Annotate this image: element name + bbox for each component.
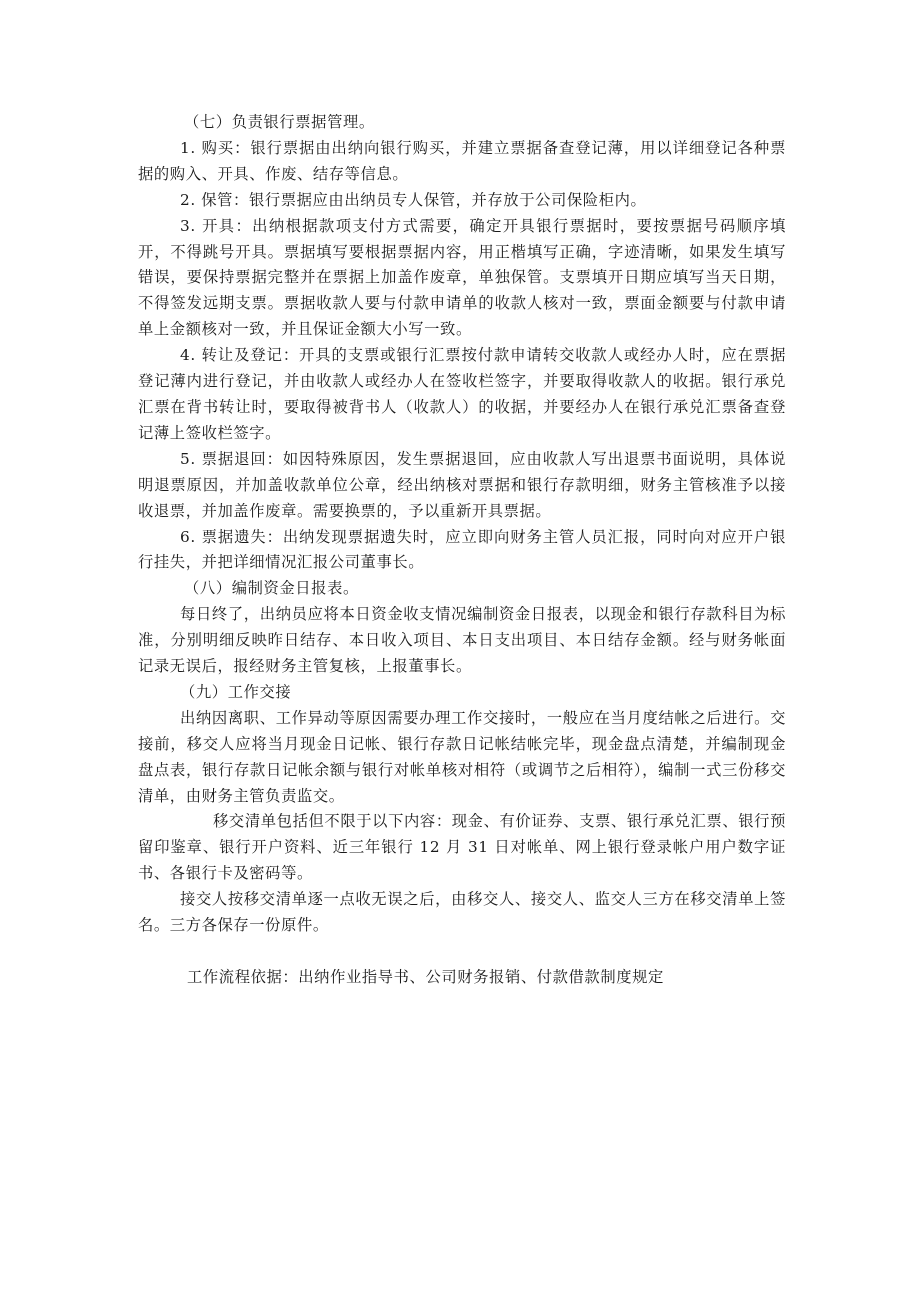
section-7-item-1: 1. 购买：银行票据由出纳向银行购买，并建立票据备查登记薄，用以详细登记各种票据的购入、开具、作废、结存等信息。 [138,138,786,183]
section-9-paragraph-1: 出纳因离职、工作异动等原因需要办理工作交接时，一般应在当月度结帐之后进行。交接前，移交人应将当月现金日记帐、银行存款日记帐结帐完毕，现金盘点清楚，并编制现金盘点表，银行存款日记帐余额与银行对帐单核对相符（或调节之后相符），编制一式三份移交清单，由财务主管负责监交。 [138,708,786,805]
section-7-item-3: 3. 开具：出纳根据款项支付方式需要，确定开具银行票据时，要按票据号码顺序填开，不得跳号开具。票据填写要根据票据内容，用正楷填写正确，字迹清晰，如果发生填写错误，要保持票据完整并在票据上加盖作废章，单独保管。支票填开日期应填写当天日期，不得签发远期支票。票据收款人要与付款申请单的收款人核对一致，票面金额要与付款申请单上金额核对一致，并且保证金额大小写一致。 [138,216,786,339]
section-8-paragraph: 每日终了，出纳员应将本日资金收支情况编制资金日报表，以现金和银行存款科目为标准，分别明细反映昨日结存、本日收入项目、本日支出项目、本日结存金额。经与财务帐面记录无误后，报经财务主管复核，上报董事长。 [138,605,786,676]
section-8-heading: （八）编制资金日报表。 [184,579,359,598]
section-7-item-2: 2. 保管：银行票据应由出纳员专人保管，并存放于公司保险柜内。 [180,190,647,209]
section-9-paragraph-3: 接交人按移交清单逐一点收无误之后，由移交人、接交人、监交人三方在移交清单上签名。三方各保存一份原件。 [138,890,786,935]
section-7-item-4: 4. 转让及登记：开具的支票或银行汇票按付款申请转交收款人或经办人时，应在票据登记薄内进行登记，并由收款人或经办人在签收栏签字，并要取得收款人的收据。银行承兑汇票在背书转让时，要取得被背书人（收款人）的收据，并要经办人在银行承兑汇票备查登记薄上签收栏签字。 [138,346,786,442]
section-7-item-6: 6. 票据遗失：出纳发现票据遗失时，应立即向财务主管人员汇报，同时向对应开户银行挂失，并把详细情况汇报公司董事长。 [138,527,786,572]
section-9-paragraph-2: 移交清单包括但不限于以下内容：现金、有价证券、支票、银行承兑汇票、银行预留印鉴章、银行开户资料、近三年银行 12 月 31 日对帐单、网上银行登录帐户用户数字证书、各银行卡及密码等。 [138,812,786,883]
workflow-basis-note: 工作流程依据：出纳作业指导书、公司财务报销、付款借款制度规定 [187,968,664,986]
section-7-item-5: 5. 票据退回：如因特殊原因，发生票据退回，应由收款人写出退票书面说明，具体说明退票原因，并加盖收款单位公章，经出纳核对票据和银行存款明细，财务主管核准予以接收退票，并加盖作废章。需要换票的，予以重新开具票据。 [138,449,786,520]
section-9-heading: （九）工作交接 [180,682,292,701]
document-body [138,110,786,991]
section-7-heading: （七）负责银行票据管理。 [184,113,375,131]
